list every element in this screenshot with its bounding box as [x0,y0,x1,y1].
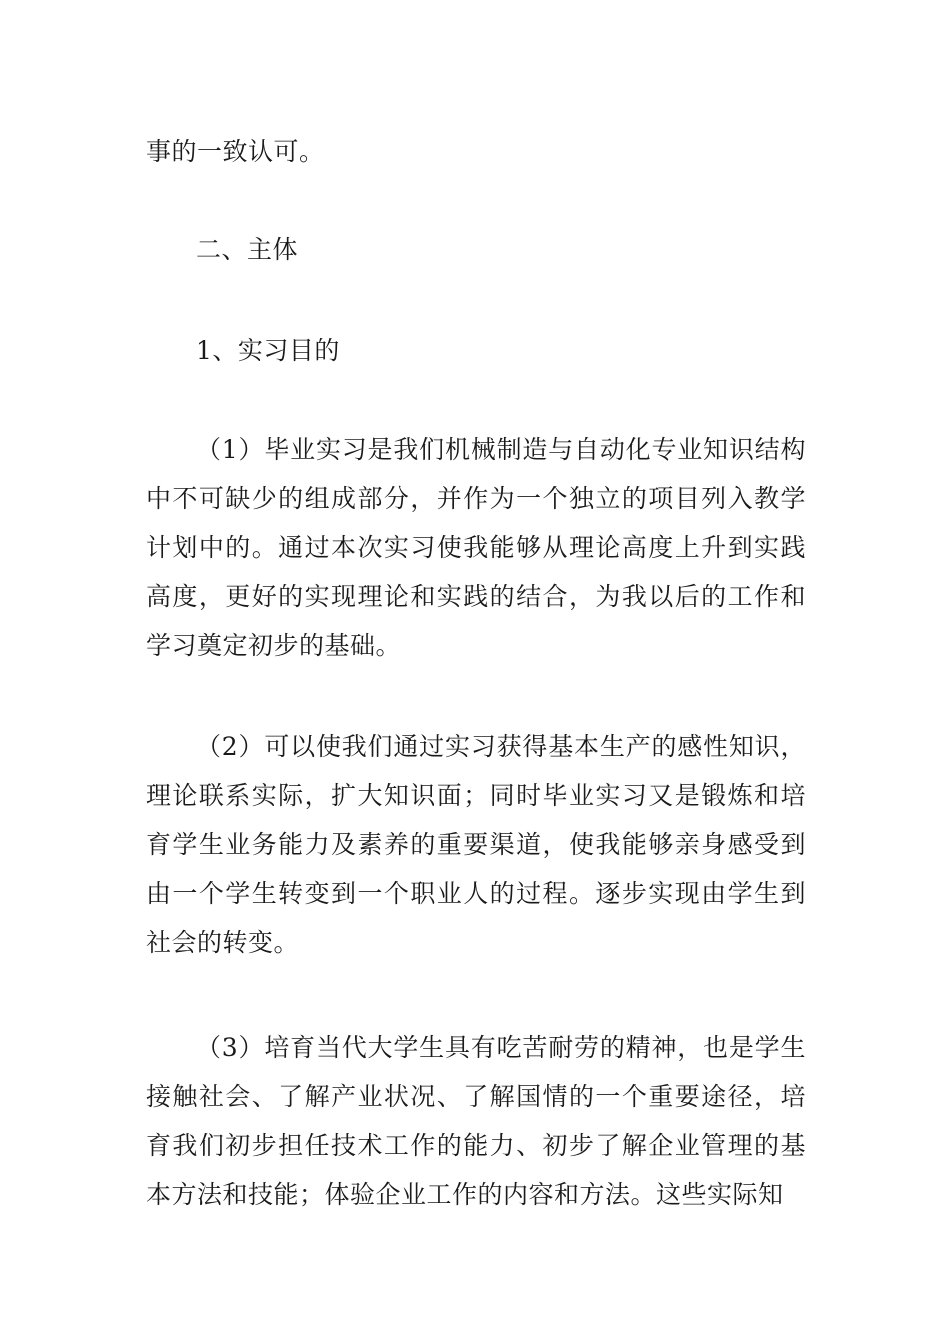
subsection-heading: 1、实习目的 [196,336,340,365]
section-heading: 二、主体 [196,235,299,264]
paragraph-2: （2）可以使我们通过实习获得基本生产的感性知识，理论联系实际，扩大知识面；同时毕业实习又是锻炼和培育学生业务能力及素养的重要渠道，使我能够亲身感受到由一个学生转变到一个职业人的过程。逐步实现由学生到社会的转变。 [146,732,806,957]
continuation-text: 事的一致认可。 [146,137,325,166]
paragraph-3: （3）培育当代大学生具有吃苦耐劳的精神，也是学生接触社会、了解产业状况、了解国情的一个重要途径，培育我们初步担任技术工作的能力、初步了解企业管理的基本方法和技能；体验企业工作的内容和方法。这些实际知 [146,1033,806,1209]
paragraph-1: （1）毕业实习是我们机械制造与自动化专业知识结构中不可缺少的组成部分，并作为一个独立的项目列入教学计划中的。通过本次实习使我能够从理论高度上升到实践高度，更好的实现理论和实践的结合，为我以后的工作和学习奠定初步的基础。 [146,435,806,660]
